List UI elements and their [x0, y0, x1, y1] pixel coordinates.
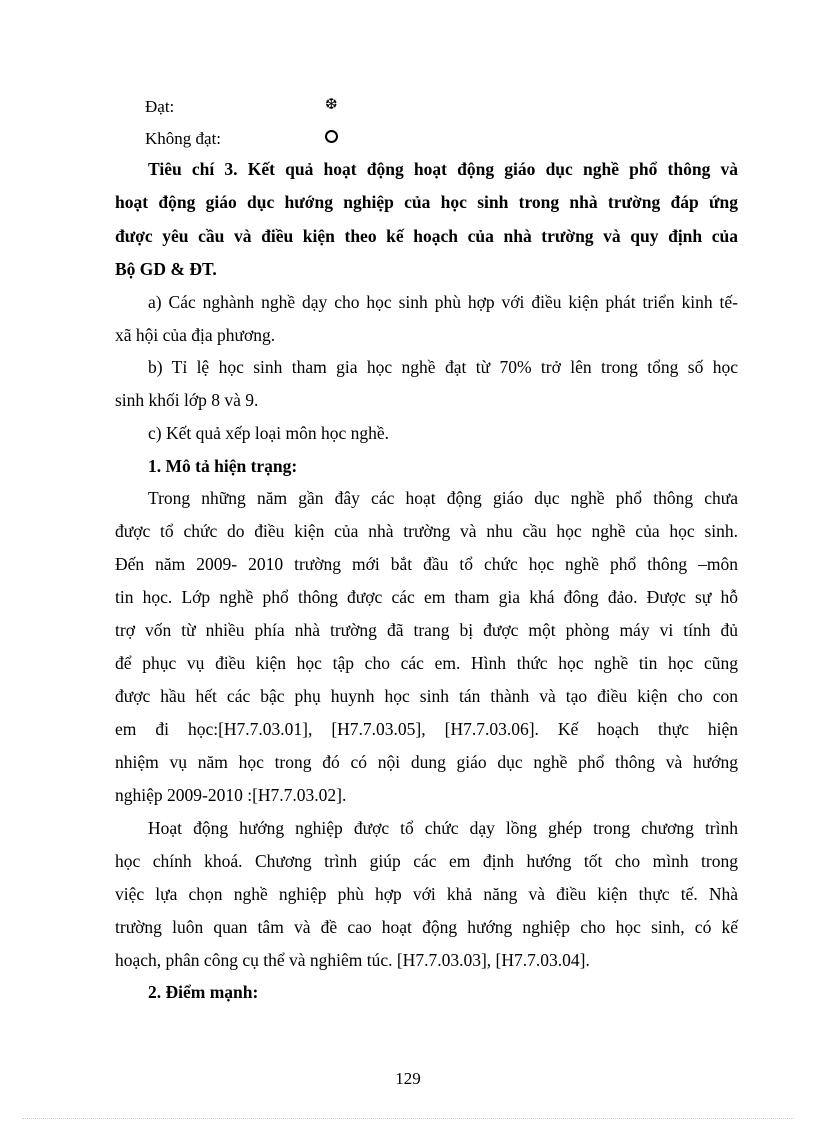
- paragraph-line: nhiệm vụ năm học trong đó có nội dung giáo dục nghề phổ thông và hướng: [115, 752, 738, 772]
- paragraph-line: học chính khoá. Chương trình giúp các em định hướng tốt cho mình trong: [115, 851, 738, 871]
- paragraph-line: Hoạt động hướng nghiệp được tổ chức dạy lồng ghép trong chương trình: [148, 818, 738, 838]
- paragraph-line: nghiệp 2009-2010 :[H7.7.03.02].: [115, 785, 347, 805]
- paragraph-line: hoạch, phân công cụ thể và nghiêm túc. [H7.7.03.03], [H7.7.03.04].: [115, 950, 590, 970]
- paragraph-line: được hầu hết các bậc phụ huynh học sinh tán thành và tạo điều kiện cho con: [115, 686, 738, 706]
- paragraph-line: trợ vốn từ nhiều phía nhà trường đã trang bị được một phòng máy vi tính đủ: [115, 620, 738, 640]
- paragraph-line: em đi học:[H7.7.03.01], [H7.7.03.05], [H7.7.03.06]. Kế hoạch thực hiện: [115, 719, 738, 739]
- snowflake-icon: ❆: [325, 97, 338, 113]
- item-b-line: b) Tỉ lệ học sinh tham gia học nghề đạt từ 70% trở lên trong tổng số học: [148, 357, 738, 377]
- criterion-line: Bộ GD & ĐT.: [115, 259, 217, 279]
- paragraph-line: để phục vụ điều kiện học tập cho các em. Hình thức học nghề tin học cũng: [115, 653, 738, 673]
- section1-heading: 1. Mô tả hiện trạng:: [148, 456, 298, 476]
- paragraph-line: việc lựa chọn nghề nghiệp phù hợp với khả năng và điều kiện thực tế. Nhà: [115, 884, 738, 904]
- item-a-line: a) Các nghành nghề dạy cho học sinh phù hợp với điều kiện phát triển kinh tế-: [148, 292, 738, 312]
- paragraph-line: được tổ chức do điều kiện của nhà trường và nhu cầu học nghề của học sinh.: [115, 521, 738, 541]
- paragraph-line: Trong những năm gần đây các hoạt động giáo dục nghề phổ thông chưa: [148, 488, 738, 508]
- criterion-line: Tiêu chí 3. Kết quả hoạt động hoạt động giáo dục nghề phổ thông và: [148, 159, 738, 179]
- ring-icon: [325, 130, 338, 143]
- khong-dat-label: Không đạt:: [145, 129, 222, 148]
- paragraph-line: Đến năm 2009- 2010 trường mới bắt đầu tổ chức học nghề phổ thông –môn: [115, 554, 738, 574]
- item-b-line: sinh khối lớp 8 và 9.: [115, 390, 259, 410]
- paragraph-line: trường luôn quan tâm và đề cao hoạt động hướng nghiệp cho học sinh, có kế: [115, 917, 738, 937]
- dat-label: Đạt:: [145, 97, 175, 116]
- paragraph-line: tin học. Lớp nghề phổ thông được các em tham gia khá đông đảo. Được sự hỗ: [115, 587, 738, 607]
- item-c-line: c) Kết quả xếp loại môn học nghề.: [148, 423, 390, 443]
- page-number: 129: [395, 1069, 421, 1088]
- footer-divider: [22, 1118, 794, 1119]
- item-a-line: xã hội của địa phương.: [115, 325, 276, 345]
- criterion-line: được yêu cầu và điều kiện theo kế hoạch của nhà trường và quy định của: [115, 226, 738, 246]
- criterion-line: hoạt động giáo dục hướng nghiệp của học sinh trong nhà trường đáp ứng: [115, 192, 738, 212]
- section2-heading: 2. Điểm mạnh:: [148, 982, 259, 1002]
